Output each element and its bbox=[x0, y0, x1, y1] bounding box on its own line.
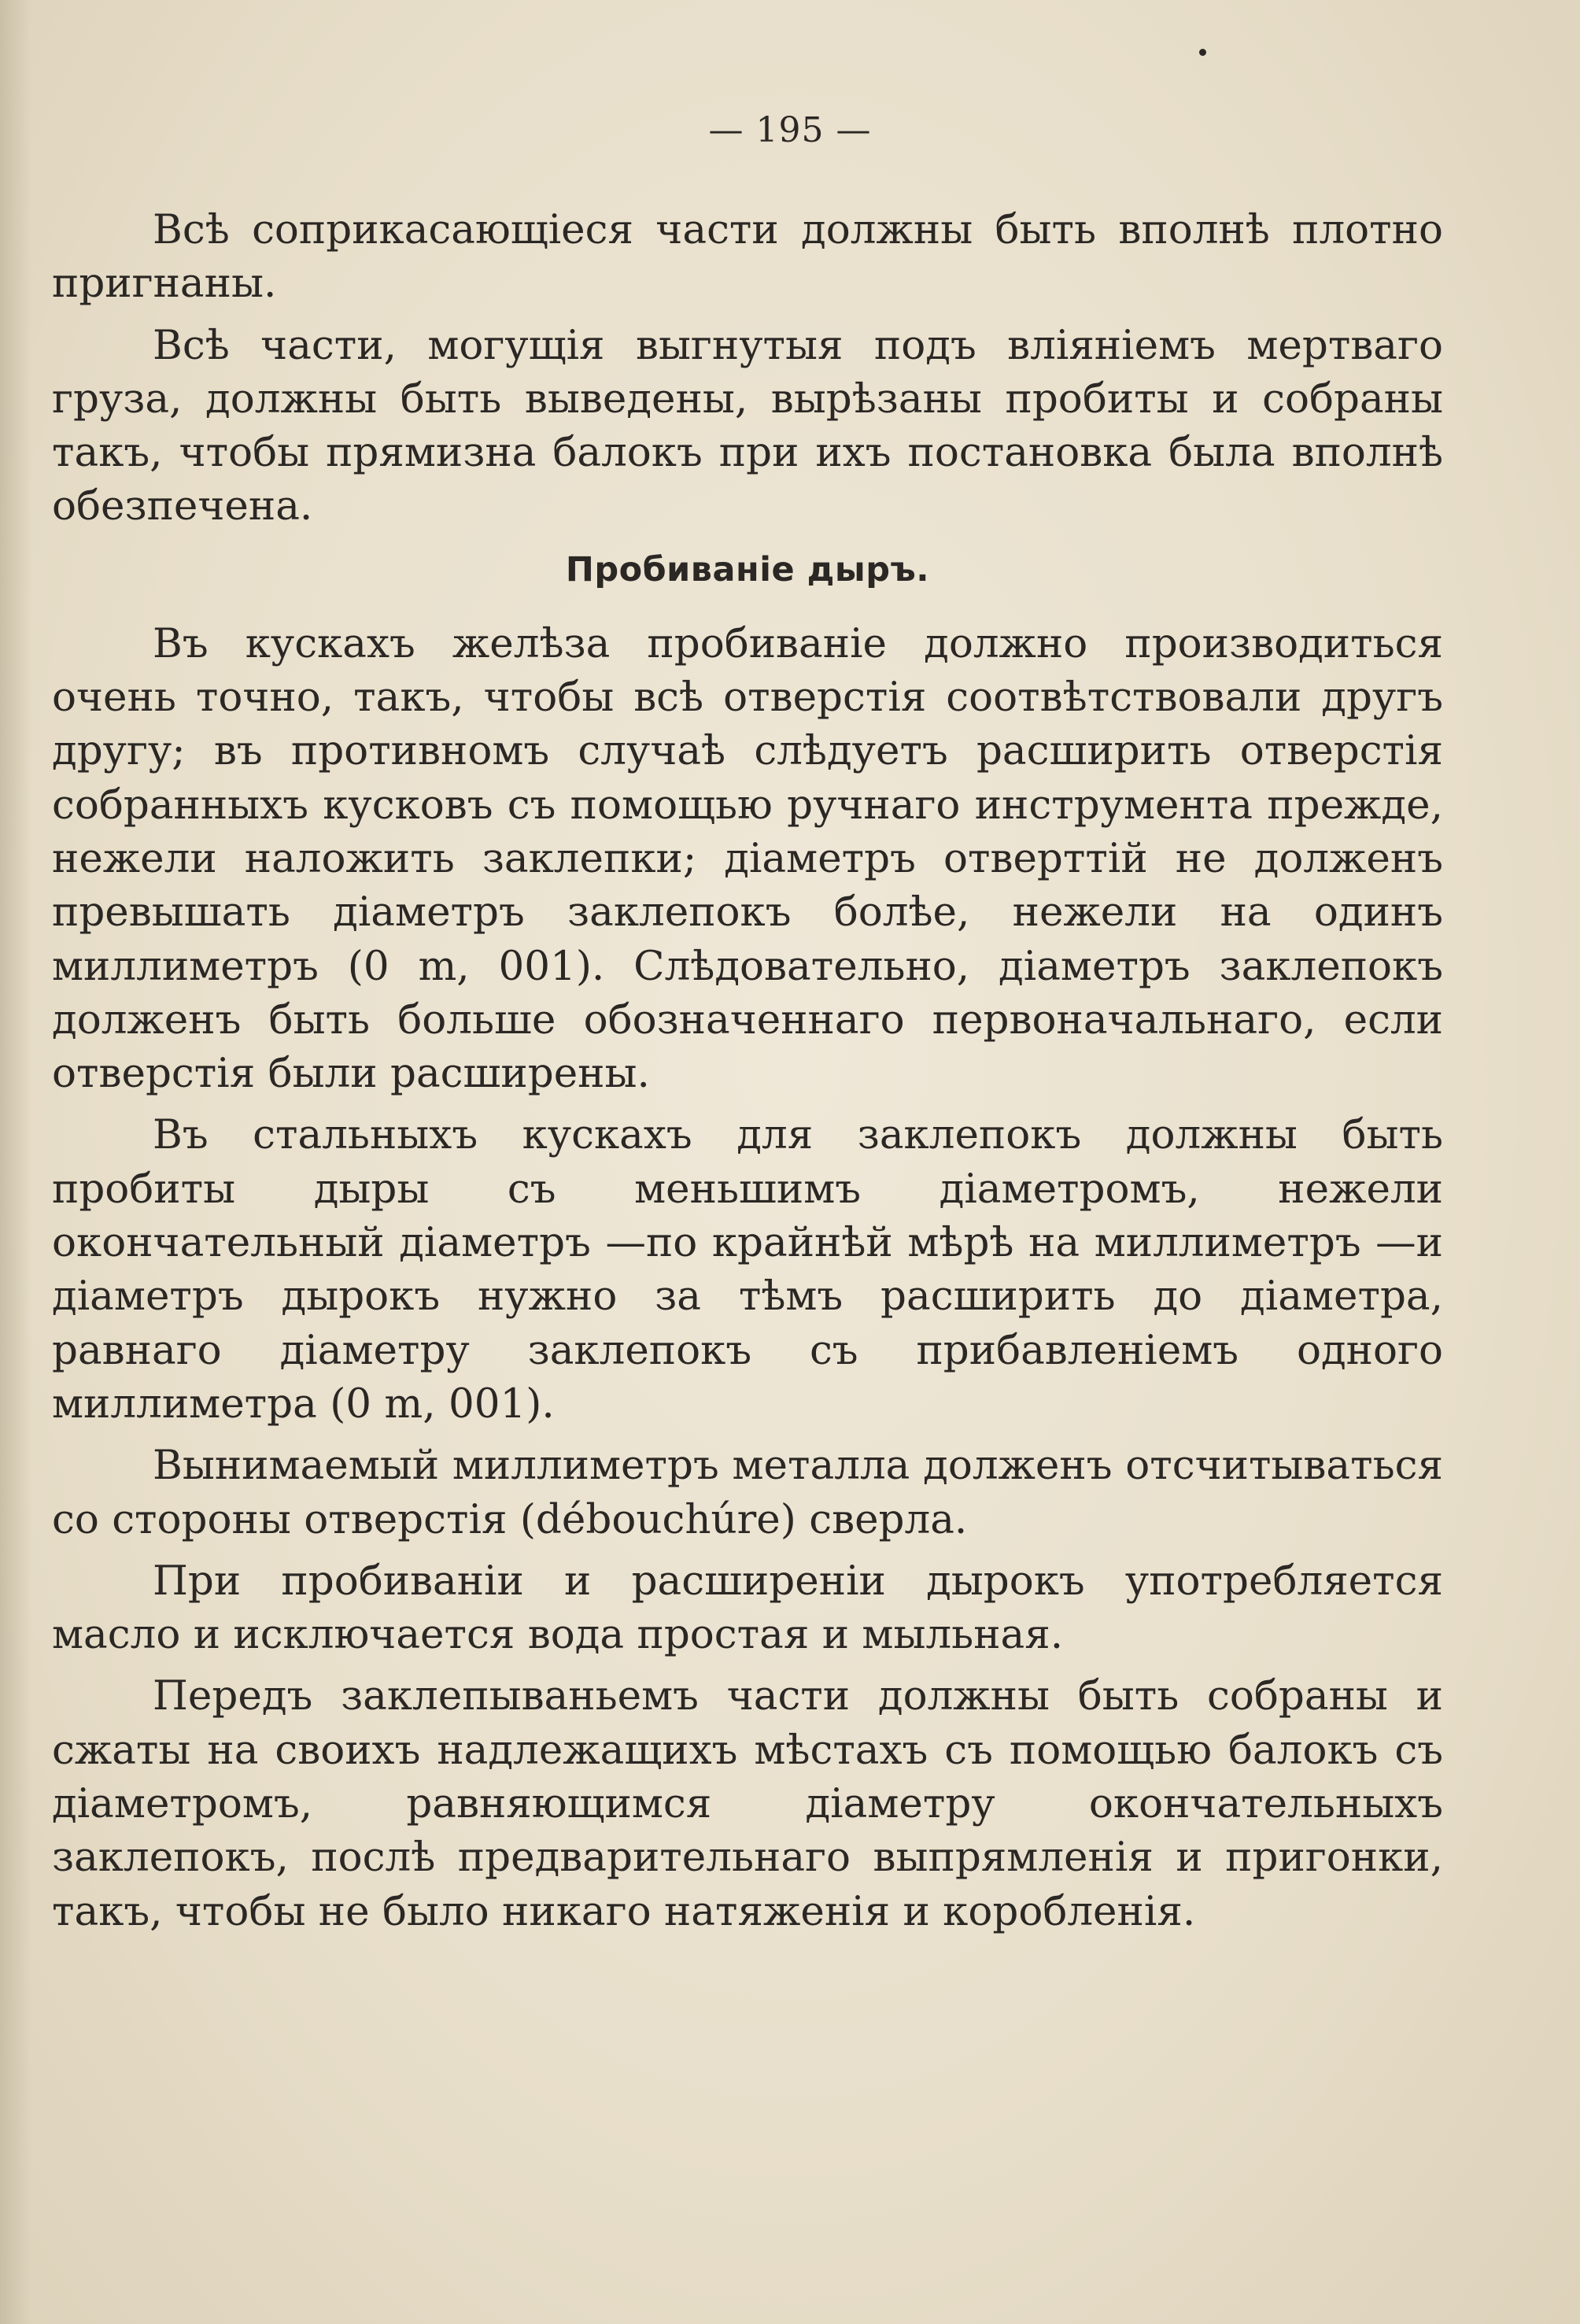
paragraph-bent-parts: Всѣ части, могущія выгнутыя подъ вліяніемъ мертваго груза, должны быть выведены, вырѣзаны пробиты и собраны такъ, чтобы прямизна балокъ при ихъ постановка была вполнѣ обезпечена. bbox=[52, 321, 1443, 530]
section-heading: Пробиваніе дыръ. bbox=[565, 549, 930, 589]
page-body bbox=[52, 203, 1443, 1946]
paragraph-oil: При пробиваніи и расширеніи дырокъ употребляется масло и исключается вода простая и мыльная. bbox=[52, 1557, 1443, 1659]
page-number: — 195 — bbox=[708, 110, 872, 150]
paragraph-removed-millimeter: Вынимаемый миллиметръ металла долженъ отсчитываться со стороны отверстія (débouchúre) сверла. bbox=[52, 1442, 1443, 1543]
paragraph-assembly: Передъ заклепываньемъ части должны быть собраны и сжаты на своихъ надлежащихъ мѣстахъ съ помощью балокъ съ діаметромъ, равняющимся діаметру окончательныхъ заклепокъ, послѣ предварительнаго выпрямленія и пригонки, такъ, чтобы не было никаго натяженія и коробленія. bbox=[52, 1672, 1443, 1935]
paragraph-steel-holes: Въ стальныхъ кускахъ для заклепокъ должны быть пробиты дыры съ меньшимъ діаметромъ, нежели окончательный діаметръ —по крайнѣй мѣрѣ на миллиметръ —и діаметръ дырокъ нужно за тѣмъ расширить до діаметра, равнаго діаметру заклепокъ съ прибавленіемъ одного миллиметра (0 m, 001). bbox=[52, 1111, 1443, 1428]
paragraph-iron-punching: Въ кускахъ желѣза пробиваніе должно производиться очень точно, такъ, чтобы всѣ отверстія соотвѣтствовали другъ другу; въ противномъ случаѣ слѣдуетъ расширить отверстія собранныхъ кусковъ съ помощью ручнаго инструмента прежде, нежели наложить заклепки; діаметръ отверттій не долженъ превышать діаметръ заклепокъ болѣе, нежели на одинъ миллиметръ (0 m, 001). Слѣдовательно, діаметръ заклепокъ долженъ быть больше обозначеннаго первоначальнаго, если отверстія были расширены. bbox=[52, 619, 1443, 1098]
paragraph-contact-parts: Всѣ соприкасающіеся части должны быть вполнѣ плотно пригнаны. bbox=[52, 206, 1443, 308]
ink-speck bbox=[1199, 49, 1206, 56]
